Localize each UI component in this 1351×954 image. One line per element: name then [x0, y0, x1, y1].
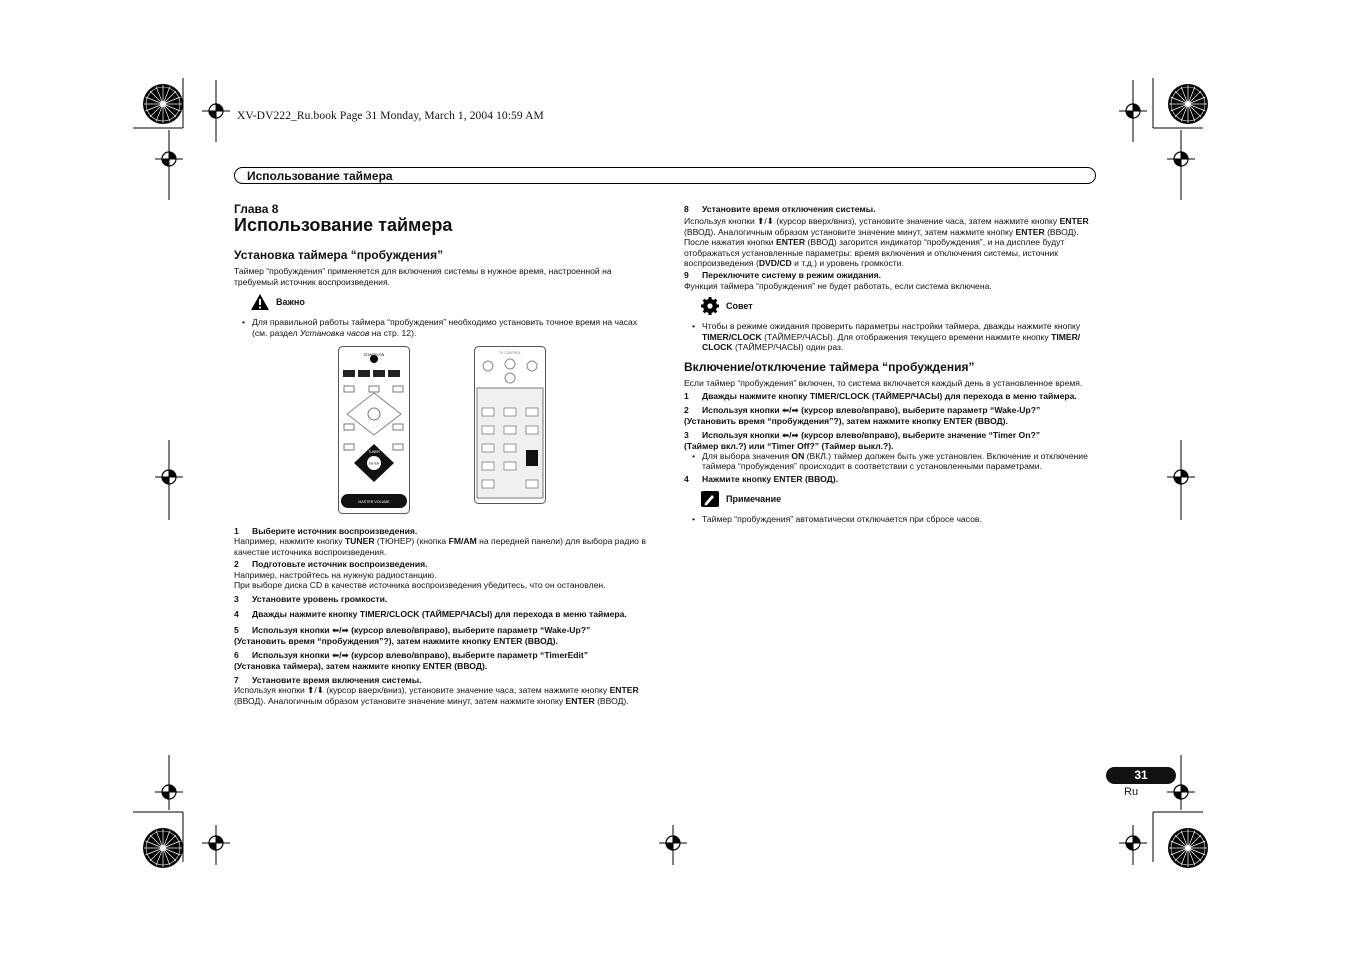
- section-intro: Таймер “пробуждения” применяется для включения системы в нужное время, настроенной на требуемый источник воспроизведения.: [234, 266, 612, 287]
- step-1-number: 1: [234, 526, 239, 537]
- step-5-number: 5: [234, 625, 239, 636]
- step-2-heading: Подготовьте источник воспроизведения.: [252, 559, 428, 570]
- toggle-step-3-bullet-b: (ВКЛ.) таймер должен быть уже установлен. Включение и отключение таймера “пробуждения” происходит в соответствии с установленными параметрами.: [702, 450, 1088, 472]
- step-7-number: 7: [234, 674, 239, 685]
- step-5-heading-b: (Установить время “пробуждения”?), затем нажмите кнопку ENTER (ВВОД).: [234, 635, 558, 646]
- step-8-text: [684, 216, 1098, 237]
- remote-control-main-illustration: [338, 346, 410, 514]
- step-8: [684, 204, 1098, 214]
- step-6: [234, 650, 648, 660]
- section-2-title: Включение/отключение таймера “пробуждения”: [684, 360, 975, 375]
- tip-label: Совет: [726, 301, 753, 312]
- timer-clock-key: TIMER/CLOCK: [702, 331, 762, 342]
- standby-label: STANDBY/ON: [363, 353, 385, 358]
- toggle-step-2-heading-b: (Установить время “пробуждения”?), затем нажмите кнопку ENTER (ВВОД).: [684, 415, 1008, 426]
- tip-gear-icon: [700, 297, 720, 315]
- tip-text-a: Чтобы в режиме ожидания проверить параметры настройки таймера, дважды нажмите кнопку: [702, 321, 1081, 332]
- step-4-heading: Дважды нажмите кнопку TIMER/CLOCK (ТАЙМЕР/ЧАСЫ) для перехода в меню таймера.: [252, 608, 627, 619]
- page-title: Использование таймера: [234, 215, 453, 236]
- right-column: [684, 204, 1098, 525]
- step-7: [234, 675, 648, 685]
- toggle-step-1-number: 1: [684, 390, 689, 401]
- remote-illustrations: [234, 346, 648, 514]
- step-2-text-a: Например, настройтесь на нужную радиостанцию.: [234, 569, 437, 580]
- running-header-title: Использование таймера: [247, 169, 393, 183]
- toggle-step-4-heading: Нажмите кнопку ENTER (ВВОД).: [702, 473, 839, 484]
- section-title: Установка таймера “пробуждения”: [234, 248, 444, 263]
- pencil-note-icon: [700, 490, 720, 508]
- step-8-heading: Установите время отключения системы.: [702, 204, 876, 214]
- fm-am-key: FM/AM: [448, 536, 477, 547]
- toggle-step-1-heading: Дважды нажмите кнопку TIMER/CLOCK (ТАЙМЕР/ЧАСЫ) для перехода в меню таймера.: [702, 390, 1077, 401]
- tip-heading: [700, 297, 1098, 315]
- step-1-text-b: (ТЮНЕР) (кнопка: [374, 536, 449, 547]
- step-7-text-c: (ВВОД).: [594, 695, 629, 706]
- timer-clock-key: TIMER/ CLOCK: [702, 331, 1081, 353]
- page-number: 31: [1106, 767, 1176, 784]
- toggle-step-3-bullet-a: Для выбора значения: [702, 450, 792, 461]
- enter-key-label: ENTER: [368, 461, 380, 466]
- step-3: [234, 594, 648, 604]
- step-7-heading: Установите время включения системы.: [252, 674, 422, 685]
- step-9: [684, 270, 1098, 280]
- enter-key: ENTER: [775, 237, 806, 248]
- warning-icon: [250, 293, 270, 311]
- tip-bullet: [684, 321, 1098, 352]
- important-heading: [250, 293, 648, 311]
- step-9-heading: Переключите систему в режим ожидания.: [702, 270, 881, 281]
- step-1-text-c: на передней панели) для выбора радио в качестве источника воспроизведения.: [234, 536, 646, 557]
- step-8-number: 8: [684, 204, 689, 214]
- left-column: [234, 204, 648, 706]
- step-9-number: 9: [684, 270, 689, 281]
- step-5-heading-a: Используя кнопки ⬅/➡ (курсор влево/вправо), выберите параметр “Wake-Up?”: [252, 625, 591, 636]
- important-text-b: на стр. 12).: [369, 327, 417, 338]
- page-language: Ru: [1124, 786, 1139, 798]
- toggle-step-2-number: 2: [684, 405, 689, 416]
- step-4: [234, 609, 648, 619]
- tuner-key: TUNER: [344, 536, 375, 547]
- important-bullet: [234, 317, 648, 338]
- step-2-number: 2: [234, 559, 239, 570]
- toggle-step-4-number: 4: [684, 473, 689, 484]
- step-7-text-b: (ВВОД). Аналогичным образом установите значение минут, затем нажмите кнопку: [234, 695, 566, 706]
- toggle-step-1: [684, 391, 1098, 401]
- toggle-step-3-heading-a: Используя кнопки ⬅/➡ (курсор влево/вправо), выберите значение “Timer On?”: [702, 430, 1041, 441]
- step-8-text-c: (ВВОД).: [1044, 226, 1079, 237]
- step-8-text-f: и т.д.) и уровень громкости.: [791, 258, 904, 269]
- tv-control-label: TV CONTROL: [499, 351, 521, 356]
- toggle-step-4: [684, 474, 1098, 484]
- important-ref: Установка часов: [299, 327, 370, 338]
- step-7-text-a: Используя кнопки ⬆/⬇ (курсор вверх/вниз), установите значение часа, затем нажмите кнопку: [234, 685, 610, 696]
- on-key: ON: [791, 450, 805, 461]
- toggle-step-2-heading-a: Используя кнопки ⬅/➡ (курсор влево/вправо), выберите параметр “Wake-Up?”: [702, 405, 1041, 416]
- step-1-text: [234, 536, 648, 557]
- note-label: Примечание: [726, 493, 782, 504]
- running-header: [234, 167, 1096, 184]
- step-3-heading: Установите уровень громкости.: [252, 594, 388, 605]
- important-text-a: Для правильной работы таймера “пробуждения” необходимо установить точное время на часах (см. раздел: [252, 317, 638, 338]
- toggle-step-3-bullet: [684, 451, 1098, 472]
- step-6-heading-b: (Установка таймера), затем нажмите кнопку ENTER (ВВОД).: [234, 660, 488, 671]
- note-bullet: • Таймер “пробуждения” автоматически отключается при сбросе часов.: [684, 514, 1098, 524]
- step-1: [234, 526, 648, 536]
- step-4-number: 4: [234, 608, 239, 619]
- remote-control-lower-illustration: [474, 346, 546, 504]
- step-8-text-e: (ВВОД) загорится индикатор “пробуждения”, и на дисплее будут отображаться установленные параметры: время включения и отключения системы, источник воспроизведения (: [684, 237, 1065, 269]
- print-header: XV-DV222_Ru.book Page 31 Monday, March 1, 2004 10:59 AM: [237, 110, 544, 122]
- tip-text-c: (ТАЙМЕР/ЧАСЫ) один раз.: [732, 342, 844, 353]
- important-label: Важно: [276, 297, 305, 308]
- step-7-text: [234, 685, 648, 706]
- step-3-number: 3: [234, 594, 239, 605]
- section-2-intro: Если таймер “пробуждения” включен, то система включается каждый день в установленное время.: [684, 378, 1083, 389]
- step-9-text: Функция таймера “пробуждения” не будет работать, если система включена.: [684, 280, 992, 291]
- enter-key: ENTER: [609, 685, 639, 696]
- toggle-step-3-number: 3: [684, 430, 689, 441]
- step-2: [234, 559, 648, 569]
- step-6-heading-a: Используя кнопки ⬅/➡ (курсор влево/вправо), выберите параметр “TimerEdit”: [252, 650, 589, 661]
- step-1-text-a: Например, нажмите кнопку: [234, 536, 345, 547]
- step-8-text-d: После нажатия кнопки: [684, 237, 776, 248]
- toggle-step-3: [684, 430, 1098, 440]
- step-6-number: 6: [234, 650, 239, 661]
- step-2-text-b: При выборе диска CD в качестве источника воспроизведения убедитесь, что он остановлен.: [234, 580, 606, 591]
- step-5: [234, 625, 648, 635]
- step-8-text-a: Используя кнопки ⬆/⬇ (курсор вверх/вниз), установите значение часа, затем нажмите кнопку: [684, 216, 1060, 227]
- step-1-heading: Выберите источник воспроизведения.: [252, 526, 418, 537]
- tuner-key-label: TUNER: [368, 450, 380, 455]
- enter-key: ENTER: [565, 695, 595, 706]
- master-volume-label: MASTER VOLUME: [358, 500, 390, 505]
- dvd-cd-key: DVD/CD: [758, 258, 792, 269]
- toggle-step-3-heading-b: (Таймер вкл.?) или “Timer Off?” (Таймер выкл.?).: [684, 440, 894, 451]
- step-8-text-2: [684, 237, 1098, 268]
- tip-text-b: (ТАЙМЕР/ЧАСЫ). Для отображения текущего времени нажмите кнопку: [761, 331, 1052, 342]
- enter-key: ENTER: [1015, 226, 1045, 237]
- note-heading: [700, 490, 1098, 508]
- enter-key: ENTER: [1059, 216, 1089, 227]
- step-8-text-b: (ВВОД). Аналогичным образом установите значение минут, затем нажмите кнопку: [684, 226, 1016, 237]
- toggle-step-2: [684, 405, 1098, 415]
- chapter-label: Глава 8: [234, 202, 279, 216]
